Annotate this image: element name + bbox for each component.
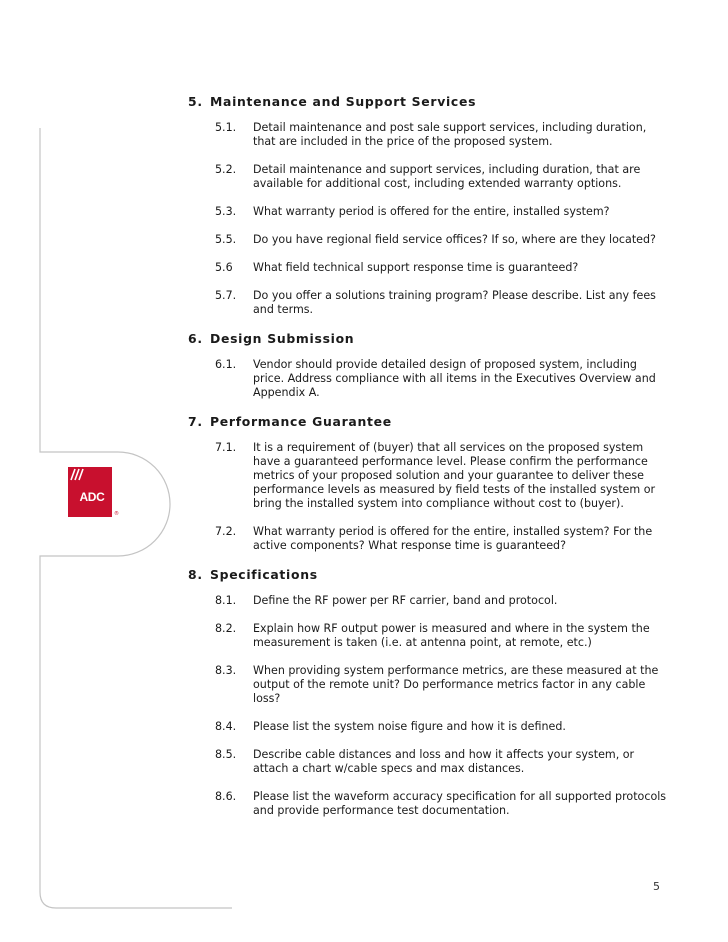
item-text: Please list the waveform accuracy specification for all supported protocols and provide performance test documentation. bbox=[253, 790, 667, 817]
section-items bbox=[188, 429, 668, 553]
list-item bbox=[215, 163, 668, 191]
section-items bbox=[188, 582, 668, 818]
document-body bbox=[188, 94, 668, 832]
item-text: Explain how RF output power is measured and where in the system the measurement is taken (i.e. at antenna point, at remote, etc.) bbox=[253, 622, 650, 649]
item-text: It is a requirement of (buyer) that all services on the proposed system have a guaranteed performance level. Please confirm the performance metrics of your proposed solution and your guarantee to deliver these performance levels as measured by field tests of the installed system or bring the installed system into compliance without cost to (buyer). bbox=[253, 441, 656, 510]
section bbox=[188, 331, 668, 400]
item-number: 5.2. bbox=[215, 163, 237, 176]
item-number: 8.1. bbox=[215, 594, 237, 607]
list-item bbox=[215, 289, 668, 317]
item-text: Do you offer a solutions training program? Please describe. List any fees and terms. bbox=[253, 289, 656, 316]
item-text: Vendor should provide detailed design of proposed system, including price. Address compliance with all items in the Executives Overview and Appendix A. bbox=[253, 358, 656, 399]
section-number: 6. bbox=[188, 331, 203, 346]
item-text: Define the RF power per RF carrier, band and protocol. bbox=[253, 594, 558, 607]
section bbox=[188, 567, 668, 818]
registered-mark: ® bbox=[114, 511, 119, 517]
item-number: 6.1. bbox=[215, 358, 237, 371]
section-title: Specifications bbox=[210, 567, 318, 582]
item-number: 5.5. bbox=[215, 233, 237, 246]
section-items bbox=[188, 109, 668, 317]
section bbox=[188, 94, 668, 317]
item-number: 8.2. bbox=[215, 622, 237, 635]
section-title: Design Submission bbox=[210, 331, 355, 346]
item-number: 5.1. bbox=[215, 121, 237, 134]
item-text: What field technical support response time is guaranteed? bbox=[253, 261, 579, 274]
item-text: Please list the system noise figure and how it is defined. bbox=[253, 720, 566, 733]
list-item bbox=[215, 525, 668, 553]
item-number: 7.1. bbox=[215, 441, 237, 454]
section-number: 5. bbox=[188, 94, 203, 109]
list-item bbox=[215, 622, 668, 650]
item-number: 8.4. bbox=[215, 720, 237, 733]
item-number: 8.5. bbox=[215, 748, 237, 761]
list-item bbox=[215, 664, 668, 706]
list-item bbox=[215, 720, 668, 734]
item-text: Detail maintenance and post sale support services, including duration, that are included in the price of the proposed system. bbox=[253, 121, 647, 148]
item-text: Do you have regional field service offices? If so, where are they located? bbox=[253, 233, 656, 246]
item-text: What warranty period is offered for the entire, installed system? bbox=[253, 205, 610, 218]
list-item bbox=[215, 121, 668, 149]
section-title: Performance Guarantee bbox=[210, 414, 392, 429]
section-number: 8. bbox=[188, 567, 203, 582]
list-item bbox=[215, 441, 668, 511]
adc-logo bbox=[68, 467, 119, 517]
section-heading bbox=[188, 567, 668, 582]
item-number: 5.3. bbox=[215, 205, 237, 218]
list-item bbox=[215, 205, 668, 219]
section bbox=[188, 414, 668, 553]
item-number: 7.2. bbox=[215, 525, 237, 538]
adc-logo-text: ADC bbox=[79, 490, 105, 504]
item-number: 8.3. bbox=[215, 664, 237, 677]
list-item bbox=[215, 748, 668, 776]
section-title: Maintenance and Support Services bbox=[210, 94, 477, 109]
list-item bbox=[215, 261, 668, 275]
section-heading bbox=[188, 94, 668, 109]
list-item bbox=[215, 358, 668, 400]
list-item bbox=[215, 594, 668, 608]
item-text: When providing system performance metrics, are these measured at the output of the remote unit? Do performance metrics factor in any cable loss? bbox=[253, 664, 659, 705]
item-text: Detail maintenance and support services, including duration, that are available for additional cost, including extended warranty options. bbox=[253, 163, 641, 190]
section-items bbox=[188, 346, 668, 400]
item-number: 8.6. bbox=[215, 790, 237, 803]
list-item bbox=[215, 790, 668, 818]
item-number: 5.7. bbox=[215, 289, 237, 302]
section-heading bbox=[188, 331, 668, 346]
section-heading bbox=[188, 414, 668, 429]
item-text: What warranty period is offered for the entire, installed system? For the active components? What response time is guaranteed? bbox=[253, 525, 653, 552]
page-number: 5 bbox=[653, 880, 660, 893]
list-item bbox=[215, 233, 668, 247]
section-number: 7. bbox=[188, 414, 203, 429]
item-number: 5.6 bbox=[215, 261, 233, 274]
item-text: Describe cable distances and loss and how it affects your system, or attach a chart w/cable specs and max distances. bbox=[253, 748, 635, 775]
